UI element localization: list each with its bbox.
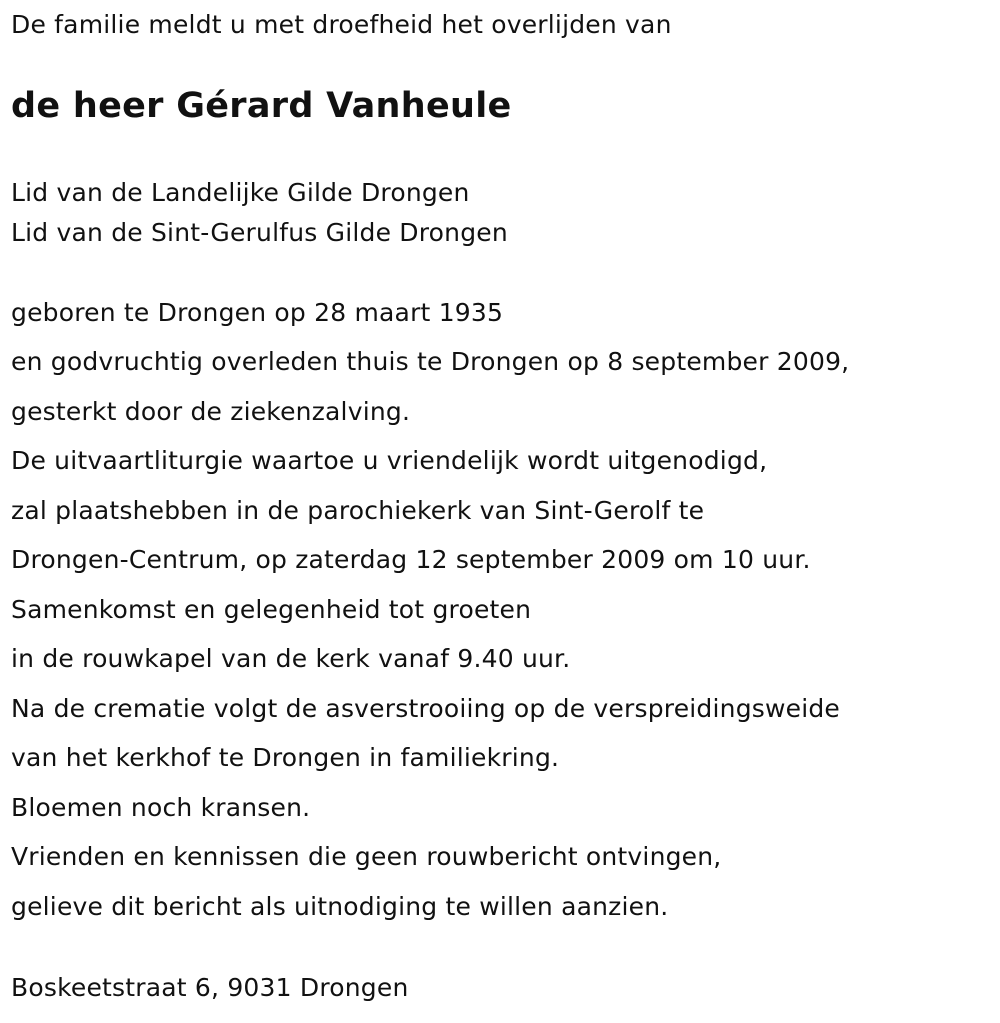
- address-line: Boskeetstraat 6, 9031 Drongen: [11, 973, 409, 1002]
- body-line: en godvruchtig overleden thuis te Drongen op 8 september 2009,: [11, 347, 850, 376]
- body-line: geboren te Drongen op 28 maart 1935: [11, 298, 504, 327]
- body-line: zal plaatshebben in de parochiekerk van Sint-Gerolf te: [11, 496, 705, 525]
- body-line: Na de crematie volgt de asverstrooiing op de verspreidingsweide: [11, 694, 841, 723]
- body-line: Vrienden en kennissen die geen rouwbericht ontvingen,: [11, 842, 722, 871]
- membership-line: Lid van de Landelijke Gilde Drongen: [11, 178, 470, 207]
- body-line: Samenkomst en gelegenheid tot groeten: [11, 595, 532, 624]
- body-line: gelieve dit bericht als uitnodiging te willen aanzien.: [11, 892, 669, 921]
- intro-text: De familie meldt u met droefheid het overlijden van: [11, 10, 672, 39]
- deceased-name: de heer Gérard Vanheule: [11, 86, 512, 126]
- body-line: Bloemen noch kransen.: [11, 793, 311, 822]
- body-line: gesterkt door de ziekenzalving.: [11, 397, 411, 426]
- body-line: Drongen-Centrum, op zaterdag 12 september 2009 om 10 uur.: [11, 545, 811, 574]
- membership-line: Lid van de Sint-Gerulfus Gilde Drongen: [11, 218, 508, 247]
- body-line: in de rouwkapel van de kerk vanaf 9.40 uur.: [11, 644, 571, 673]
- body-line: De uitvaartliturgie waartoe u vriendelijk wordt uitgenodigd,: [11, 446, 768, 475]
- body-line: van het kerkhof te Drongen in familiekring.: [11, 743, 560, 772]
